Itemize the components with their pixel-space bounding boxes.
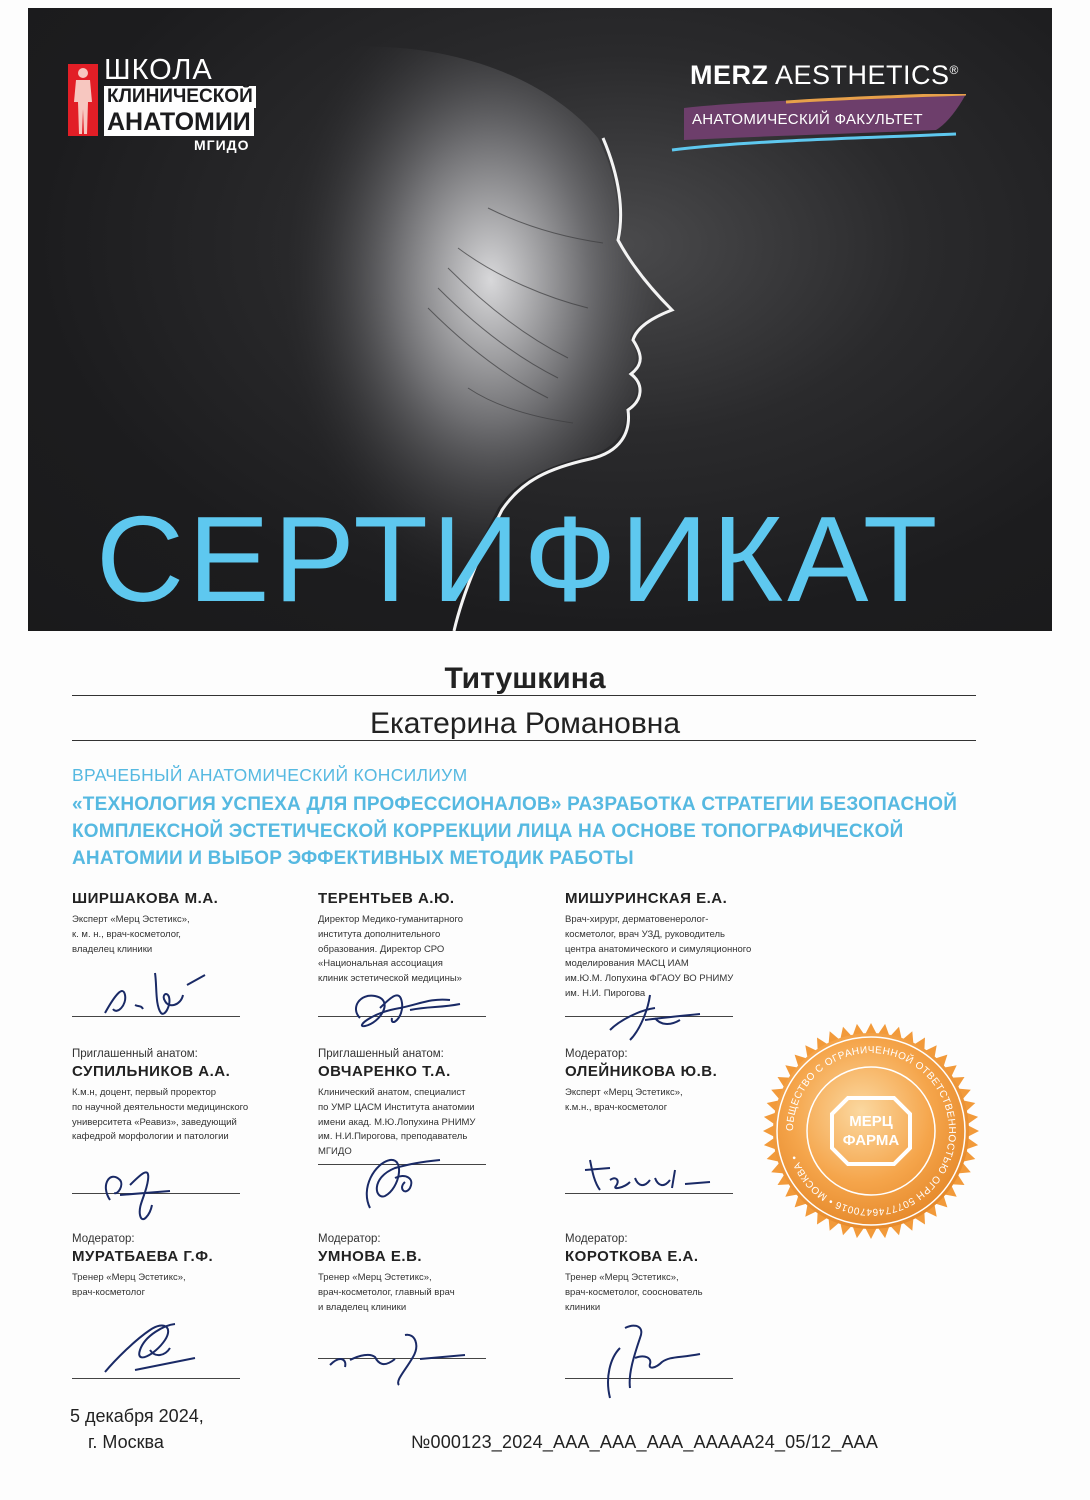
description-line: «Национальная ассоциация: [318, 958, 443, 970]
logo-line-1: ШКОЛА: [104, 54, 213, 86]
description-line: К.м.н, доцент, первый проректор: [72, 1087, 217, 1098]
brand-rest: AESTHETICS: [768, 60, 950, 90]
brand-bold: MERZ: [690, 60, 769, 90]
description-line: по УМР ЦАСМ Института анатомии: [318, 1101, 475, 1113]
description-line: к.м.н., врач-косметолог: [565, 1101, 668, 1113]
description-line: Эксперт «Мерц Эстетикс»,: [565, 1087, 683, 1098]
signatory-name: ШИРШАКОВА М.А.: [72, 890, 219, 907]
course-type: ВРАЧЕБНЫЙ АНАТОМИЧЕСКИЙ КОНСИЛИУМ: [72, 765, 468, 785]
signatory: [565, 890, 795, 1002]
issue-date: 5 декабря 2024,: [70, 1406, 204, 1426]
certificate-number: №000123_2024_AAA_AAA_AAA_AAAAA24_05/12_AAA: [411, 1432, 879, 1452]
signatory: [72, 890, 302, 957]
description-line: Врач-хирург, дерматовенеролог-: [565, 914, 709, 925]
signatory-description: [72, 913, 302, 957]
signatory: [72, 1233, 302, 1301]
description-line: им. Н.И. Пирогова: [565, 987, 646, 999]
anatomy-figure-icon: [68, 64, 98, 136]
signatory-description: [318, 913, 548, 987]
description-line: по научной деятельности медицинского: [72, 1101, 249, 1113]
logo-line-2: КЛИНИЧЕСКОЙ: [104, 86, 256, 108]
signatory-description: [565, 1271, 795, 1315]
merz-brand: [690, 60, 959, 91]
recipient-surname: Титушкина: [444, 662, 606, 695]
surname-underline: [72, 695, 976, 696]
signatory-role: Модератор:: [565, 1048, 628, 1060]
seal-center-line-2: ФАРМА: [842, 1132, 900, 1149]
signature-muratbaeva: [95, 1310, 205, 1390]
signature-oleynikova: [580, 1150, 720, 1200]
signatory-description: [318, 1271, 548, 1315]
description-line: клиники: [565, 1301, 601, 1313]
description-line: к. м. н., врач-косметолог,: [72, 928, 181, 940]
signatory-name: ОВЧАРЕНКО Т.А.: [318, 1063, 451, 1080]
description-line: врач-косметолог, главный врач: [318, 1286, 455, 1298]
description-line: Тренер «Мерц Эстетикс»,: [72, 1272, 186, 1283]
faculty-banner: [666, 94, 966, 154]
certificate-title: СЕРТИФИКАТ: [96, 491, 942, 627]
signature-terentyev: [340, 978, 470, 1038]
signatory-name: ТЕРЕНТЬЕВ А.Ю.: [318, 890, 455, 907]
description-line: им.Ю.М. Лопухина ФГАОУ ВО РНИМУ: [565, 973, 734, 985]
signatory-role: Модератор:: [72, 1233, 135, 1245]
signatory-role: Приглашенный анатом:: [318, 1048, 444, 1060]
header-banner: [28, 8, 1052, 631]
description-line: имени акад. М.Ю.Лопухина РНИМУ: [318, 1116, 476, 1128]
signatory-name: ОЛЕЙНИКОВА Ю.В.: [565, 1063, 718, 1080]
seal-ring-text: ОБЩЕСТВО С ОГРАНИЧЕННОЙ ОТВЕТСТВЕННОСТЬЮ ОГРН 5077746470016 • МОСКВА •: [784, 1044, 958, 1218]
signatory-role: Модератор:: [565, 1233, 628, 1245]
description-line: центра анатомического и симуляционного: [565, 943, 752, 955]
signature-shirshakova: [95, 965, 215, 1025]
signatory-description: [565, 913, 795, 1002]
description-line: университета «Реавиз», заведующий: [72, 1116, 237, 1128]
signatory-name: МУРАТБАЕВА Г.Ф.: [72, 1248, 214, 1265]
recipient-name: Екатерина Романовна: [369, 707, 681, 740]
signature-umnova: [325, 1325, 475, 1395]
signatory-description: [72, 1271, 302, 1301]
description-line: врач-косметолог, сооснователь: [565, 1286, 703, 1298]
description-line: косметолог, врач УЗД, руководитель: [565, 928, 725, 940]
signatory-name: УМНОВА Е.В.: [318, 1248, 423, 1265]
faculty-label: АНАТОМИЧЕСКИЙ ФАКУЛЬТЕТ: [692, 111, 923, 128]
signatory: [318, 890, 548, 987]
description-line: Эксперт «Мерц Эстетикс»,: [72, 914, 190, 925]
description-line: моделирования МАСЦ ИАМ: [565, 958, 689, 970]
description-line: клиник эстетической медицины»: [318, 973, 462, 985]
description-line: владелец клиники: [72, 943, 153, 955]
logo-line-3: АНАТОМИИ: [104, 108, 254, 136]
description-line: кафедрой морфологии и патологии: [72, 1131, 229, 1143]
company-seal: [760, 1020, 982, 1242]
seal-center-line-1: МЕРЦ: [849, 1113, 893, 1130]
name-underline: [72, 740, 976, 741]
issue-city: г. Москва: [88, 1432, 164, 1452]
description-line: им. Н.И.Пирогова, преподаватель: [318, 1131, 468, 1143]
signatory-role: Модератор:: [318, 1233, 381, 1245]
description-line: образования. Директор СРО: [318, 943, 445, 955]
signatory-name: СУПИЛЬНИКОВ А.А.: [72, 1063, 231, 1080]
signatory: [318, 1233, 548, 1315]
description-line: МГИДО: [318, 1146, 352, 1158]
description-line: института дополнительного: [318, 928, 441, 940]
description-line: Тренер «Мерц Эстетикс»,: [565, 1272, 679, 1283]
signatory: [565, 1233, 795, 1315]
signature-supilnikov: [90, 1155, 190, 1235]
signature-mishurinskaya: [600, 990, 710, 1050]
signature-ovcharenko: [340, 1148, 450, 1218]
signatory-description: [72, 1086, 302, 1145]
description-line: и владелец клиники: [318, 1301, 407, 1313]
course-title: «ТЕХНОЛОГИЯ УСПЕХА ДЛЯ ПРОФЕССИОНАЛОВ» РАЗРАБОТКА СТРАТЕГИИ БЕЗОПАСНОЙ КОМПЛЕКСНОЙ ЭСТЕТИЧЕСКОЙ КОРРЕКЦИИ ЛИЦА НА ОСНОВЕ ТОПОГРАФИЧЕСКОЙ АНАТОМИИ И ВЫБОР ЭФФЕКТИВНЫХ МЕТОДИК РАБОТЫ: [72, 794, 958, 869]
signatory-name: МИШУРИНСКАЯ Е.А.: [565, 890, 728, 907]
registered-mark: ®: [949, 63, 959, 77]
signatory: [318, 1048, 548, 1160]
signatory-name: КОРОТКОВА Е.А.: [565, 1248, 699, 1265]
signatory: [72, 1048, 302, 1145]
logo-line-4: МГИДО: [194, 137, 250, 153]
description-line: Тренер «Мерц Эстетикс»,: [318, 1272, 432, 1283]
school-logo: [66, 54, 266, 153]
signature-korotkova: [590, 1318, 710, 1408]
description-line: врач-косметолог: [72, 1286, 146, 1298]
description-line: Директор Медико-гуманитарного: [318, 914, 464, 925]
description-line: Клинический анатом, специалист: [318, 1087, 466, 1098]
signatory-role: Приглашенный анатом:: [72, 1048, 198, 1060]
